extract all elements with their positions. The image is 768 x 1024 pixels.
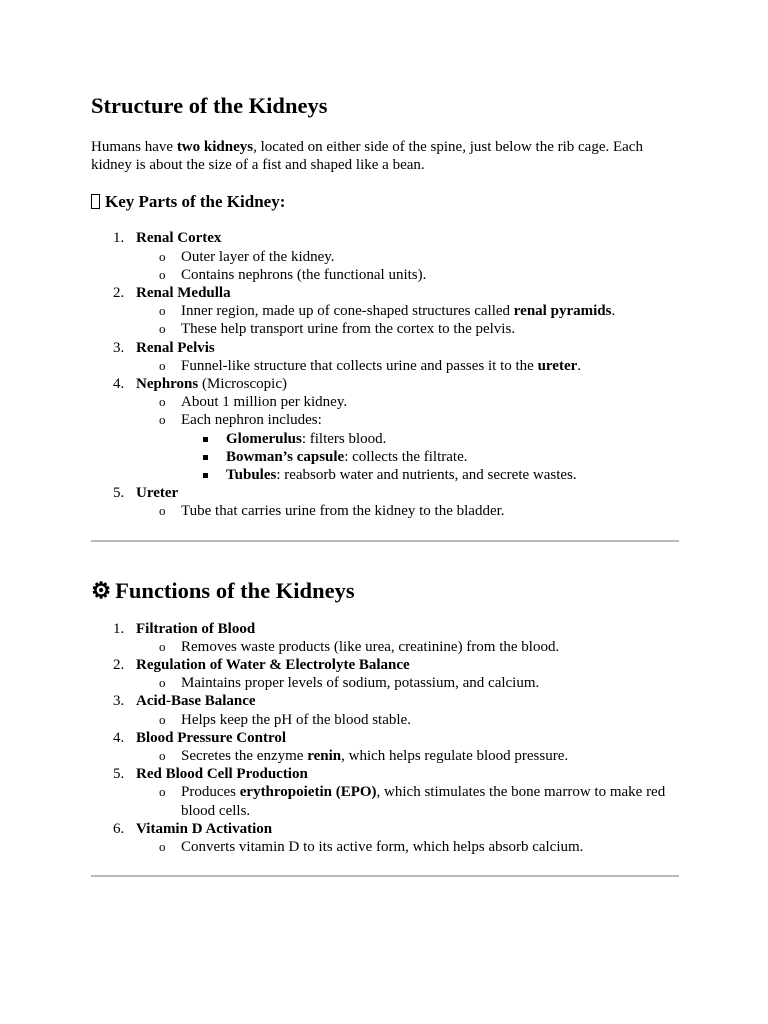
list-number: 1.	[113, 230, 125, 247]
list-item-label: Filtration of Blood	[136, 620, 256, 637]
nested-item-text: : filters blood.	[301, 430, 387, 447]
sub-item-text: Converts vitamin D to its active form, which helps absorb calcium.	[181, 839, 584, 856]
nested-item-text: : collects the filtrate.	[344, 448, 468, 465]
sub-item-bold: ureter	[537, 357, 578, 374]
sub-list-item	[136, 266, 679, 284]
key-parts-list	[91, 229, 679, 520]
list-item	[91, 229, 679, 284]
list-item	[91, 765, 679, 820]
section-title-structure: Structure of the Kidneys	[91, 93, 328, 118]
sub-list	[136, 638, 679, 656]
sub-item-text: Outer layer of the kidney.	[181, 248, 335, 265]
sub-list-item	[136, 747, 679, 765]
list-number: 3.	[113, 339, 125, 356]
circle-bullet-icon: o	[159, 675, 166, 691]
list-item	[91, 620, 679, 656]
sub-item-text: Contains nephrons (the functional units).	[181, 266, 427, 283]
sub-list	[136, 393, 679, 484]
sub-item-text: Produces	[181, 784, 240, 801]
list-number: 1.	[113, 620, 125, 637]
list-number: 6.	[113, 820, 125, 837]
sub-item-text: Secretes the enzyme	[181, 748, 308, 765]
intro-paragraph	[91, 138, 679, 174]
sub-list	[136, 783, 679, 819]
list-item	[91, 820, 679, 856]
document-content	[91, 92, 679, 877]
list-item-label: Renal Pelvis	[136, 339, 215, 356]
circle-bullet-icon: o	[159, 303, 166, 319]
sub-item-text: These help transport urine from the cortex to the pelvis.	[181, 321, 516, 338]
list-number: 4.	[113, 376, 125, 393]
sub-list-item	[136, 638, 679, 656]
sub-list-item	[136, 502, 679, 520]
sub-list	[136, 674, 679, 692]
sub-list-item	[136, 411, 679, 484]
square-bullet-icon	[203, 455, 208, 460]
sub-item-bold: erythropoietin (EPO)	[239, 784, 377, 801]
list-item	[91, 284, 679, 339]
list-item-label: Renal Cortex	[136, 230, 222, 247]
sub-list	[136, 248, 679, 284]
missing-glyph-icon	[91, 194, 100, 209]
list-item-label: Renal Medulla	[136, 285, 231, 302]
list-item-label: Nephrons	[136, 376, 199, 393]
section-title-text: Functions of the Kidneys	[115, 577, 355, 603]
functions-list	[91, 620, 679, 857]
nested-list-item	[181, 466, 679, 484]
nested-list-item	[181, 430, 679, 448]
circle-bullet-icon: o	[159, 638, 166, 654]
intro-text-rest: , located on either side of the spine, just below the rib cage. Each kidney is about the size of a fist and shaped like a bean.	[91, 139, 643, 174]
square-bullet-icon	[203, 437, 208, 442]
sub-list-item	[136, 357, 679, 375]
list-item	[91, 729, 679, 765]
section-title-functions	[91, 577, 679, 605]
list-item	[91, 484, 679, 520]
list-item	[91, 339, 679, 375]
sub-list	[136, 302, 679, 338]
list-number: 5.	[113, 766, 125, 783]
sub-list-item	[136, 711, 679, 729]
sub-list-item	[136, 248, 679, 266]
sub-item-bold: renin	[307, 748, 342, 765]
nested-item-bold: Tubules	[226, 467, 277, 484]
circle-bullet-icon: o	[159, 321, 166, 337]
nested-item-bold: Bowman’s capsule	[226, 448, 345, 465]
sub-list-item	[136, 838, 679, 856]
sub-item-text: Tube that carries urine from the kidney to the bladder.	[181, 503, 505, 520]
sub-list	[136, 838, 679, 856]
sub-item-text: Removes waste products (like urea, creatinine) from the blood.	[181, 638, 560, 655]
list-item-label: Vitamin D Activation	[136, 820, 273, 837]
sub-item-text: Each nephron includes:	[181, 412, 322, 429]
circle-bullet-icon: o	[159, 266, 166, 282]
sub-item-text: Funnel-like structure that collects urine and passes it to the	[181, 357, 538, 374]
sub-list-item	[136, 674, 679, 692]
circle-bullet-icon: o	[159, 839, 166, 855]
list-item	[91, 656, 679, 692]
sub-list	[136, 747, 679, 765]
list-number: 4.	[113, 729, 125, 746]
sub-item-text: Inner region, made up of cone-shaped structures called	[181, 303, 514, 320]
nested-item-text: : reabsorb water and nutrients, and secrete wastes.	[276, 467, 577, 484]
circle-bullet-icon: o	[159, 394, 166, 410]
nested-item-bold: Glomerulus	[226, 430, 302, 447]
list-item-label: Ureter	[136, 485, 179, 502]
list-number: 5.	[113, 485, 125, 502]
circle-bullet-icon: o	[159, 748, 166, 764]
list-item-extra: (Microscopic)	[198, 376, 287, 393]
sub-item-text: .	[611, 303, 616, 320]
list-item	[91, 375, 679, 484]
circle-bullet-icon: o	[159, 503, 166, 519]
section-divider	[91, 875, 679, 877]
list-item-label: Regulation of Water & Electrolyte Balance	[136, 657, 410, 674]
list-item-label: Red Blood Cell Production	[136, 766, 308, 783]
sub-item-text: Maintains proper levels of sodium, potassium, and calcium.	[181, 675, 540, 692]
intro-bold: two kidneys	[176, 139, 254, 155]
section-divider	[91, 540, 679, 542]
sub-list-item	[136, 302, 679, 320]
sub-item-text: .	[577, 357, 582, 374]
key-parts-heading-text: Key Parts of the Kidney:	[105, 192, 286, 212]
nested-list-item	[181, 448, 679, 466]
circle-bullet-icon: o	[159, 248, 166, 264]
circle-bullet-icon: o	[159, 412, 166, 428]
list-number: 2.	[113, 657, 125, 674]
list-item	[91, 692, 679, 728]
sub-item-text: , which helps regulate blood pressure.	[341, 748, 569, 765]
square-bullet-icon	[203, 473, 208, 478]
circle-bullet-icon: o	[159, 711, 166, 727]
nested-list	[181, 430, 679, 485]
list-number: 3.	[113, 693, 125, 710]
gear-icon: ⚙	[91, 577, 112, 603]
sub-item-text: About 1 million per kidney.	[181, 394, 348, 411]
sub-list-item	[136, 783, 679, 819]
list-number: 2.	[113, 285, 125, 302]
sub-item-text: Helps keep the pH of the blood stable.	[181, 711, 411, 728]
sub-list	[136, 711, 679, 729]
sub-list	[136, 357, 679, 375]
sub-item-text: , which stimulates the bone marrow to make red blood cells.	[181, 784, 666, 819]
sub-item-bold: renal pyramids	[513, 303, 612, 320]
circle-bullet-icon: o	[159, 784, 166, 800]
sub-list	[136, 502, 679, 520]
sub-list-item	[136, 393, 679, 411]
key-parts-heading	[91, 191, 679, 213]
intro-text: Humans have	[91, 139, 177, 155]
list-item-label: Blood Pressure Control	[136, 729, 287, 746]
list-item-label: Acid-Base Balance	[136, 693, 256, 710]
sub-list-item	[136, 320, 679, 338]
circle-bullet-icon: o	[159, 357, 166, 373]
